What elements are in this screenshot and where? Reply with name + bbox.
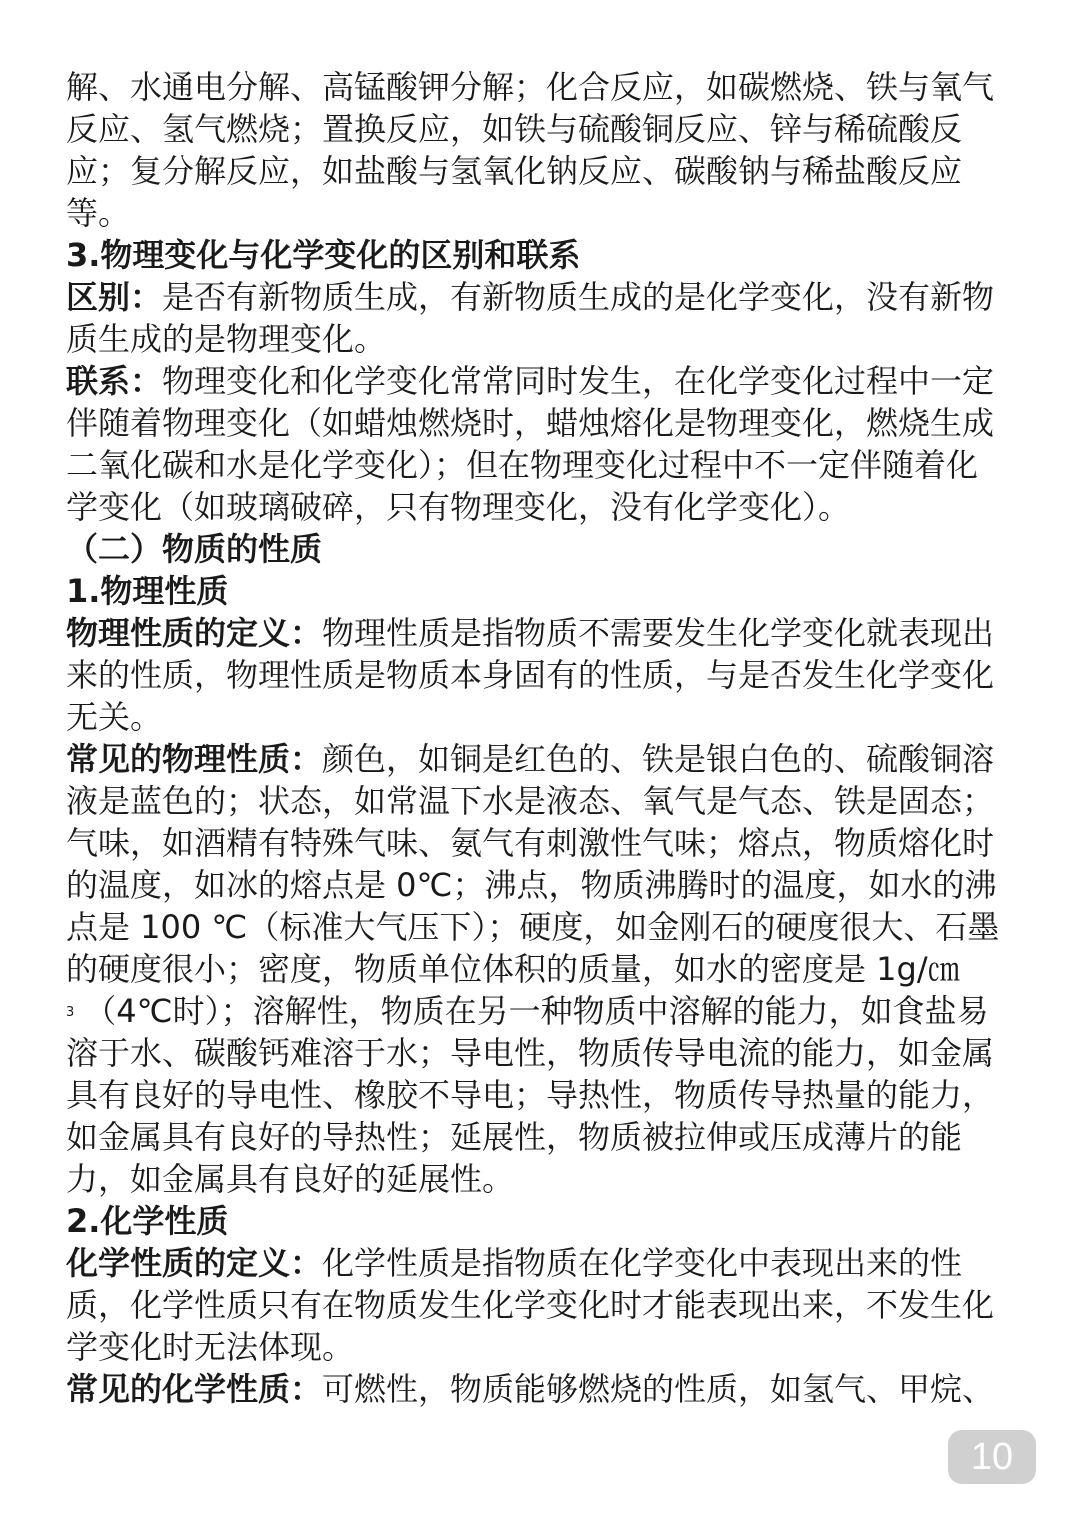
physical-definition-label: 物理性质的定义： xyxy=(66,614,323,652)
text-line: 学变化（如玻璃破碎，只有物理变化，没有化学变化）。 xyxy=(66,488,851,526)
common-chemical-paragraph xyxy=(66,1368,1016,1410)
text-line: 气味，如酒精有特殊气味、氨气有刺激性气味；熔点，物质熔化时 xyxy=(66,824,995,862)
difference-label: 区别： xyxy=(66,278,163,316)
text-line: 解、水通电分解、高锰酸钾分解；化合反应，如碳燃烧、铁与氧气 xyxy=(66,68,995,106)
section-heading-properties: （二）物质的性质 xyxy=(66,530,323,568)
text-line: 具有良好的导电性、橡胶不导电；导热性，物质传导热量的能力， xyxy=(66,1076,995,1114)
text-line: 学变化时无法体现。 xyxy=(66,1328,355,1366)
text-line: 点是 100 ℃（标准大气压下）；硬度，如金刚石的硬度很大、石墨 xyxy=(66,908,1000,946)
document-body xyxy=(66,66,1016,1410)
common-physical-label: 常见的物理性质： xyxy=(66,740,323,778)
text-line: 质生成的是物理变化。 xyxy=(66,320,387,358)
text-line-content: （4℃时）；溶解性，物质在另一种物质中溶解的能力，如食盐易 xyxy=(84,992,989,1030)
text-line: 应；复分解反应，如盐酸与氢氧化钠反应、碳酸钠与稀盐酸反应 xyxy=(66,152,963,190)
difference-text: 是否有新物质生成，有新物质生成的是化学变化，没有新物 xyxy=(162,278,995,316)
relation-text: 物理变化和化学变化常常同时发生，在化学变化过程中一定 xyxy=(162,362,995,400)
text-line: 的温度，如冰的熔点是 0℃；沸点，物质沸腾时的温度，如水的沸 xyxy=(66,866,997,904)
common-chemical-label: 常见的化学性质： xyxy=(66,1370,323,1408)
relation-paragraph xyxy=(66,360,1016,402)
text-line: 等。 xyxy=(66,194,131,232)
text-line: 二氧化碳和水是化学变化）；但在物理变化过程中不一定伴随着化 xyxy=(66,446,979,484)
chemical-definition-text: 化学性质是指物质在化学变化中表现出来的性 xyxy=(322,1244,963,1282)
text-line: 无关。 xyxy=(66,698,163,736)
physical-definition-paragraph xyxy=(66,612,1016,654)
section-heading-change-relation: 3.物理变化与化学变化的区别和联系 xyxy=(66,236,581,274)
common-physical-text: 颜色，如铜是红色的、铁是银白色的、硫酸铜溶 xyxy=(322,740,995,778)
physical-definition-text: 物理性质是指物质不需要发生化学变化就表现出 xyxy=(322,614,995,652)
text-line: 如金属具有良好的导热性；延展性，物质被拉伸或压成薄片的能 xyxy=(66,1118,963,1156)
text-line xyxy=(66,990,1016,1032)
text-line: 液是蓝色的；状态，如常温下水是液态、氧气是气态、铁是固态； xyxy=(66,782,995,820)
text-line: 伴随着物理变化（如蜡烛燃烧时，蜡烛熔化是物理变化，燃烧生成 xyxy=(66,404,995,442)
page-number-badge: 10 xyxy=(948,1430,1036,1484)
text-line: 反应、氢气燃烧；置换反应，如铁与硫酸铜反应、锌与稀硫酸反 xyxy=(66,110,963,148)
text-line: 来的性质，物理性质是物质本身固有的性质，与是否发生化学变化 xyxy=(66,656,995,694)
common-physical-paragraph xyxy=(66,738,1016,780)
text-line: 溶于水、碳酸钙难溶于水；导电性，物质传导电流的能力，如金属 xyxy=(66,1034,995,1072)
text-line: 质，化学性质只有在物质发生化学变化时才能表现出来，不发生化 xyxy=(66,1286,995,1324)
relation-label: 联系： xyxy=(66,362,163,400)
chemical-definition-paragraph xyxy=(66,1242,1016,1284)
common-chemical-text: 可燃性，物质能够燃烧的性质，如氢气、甲烷、 xyxy=(322,1370,995,1408)
text-line: 的硬度很小；密度，物质单位体积的质量，如水的密度是 1g/㎝ xyxy=(66,950,960,988)
section-heading-chemical: 2.化学性质 xyxy=(66,1202,229,1240)
difference-paragraph xyxy=(66,276,1016,318)
text-line: 力，如金属具有良好的延展性。 xyxy=(66,1160,515,1198)
chemical-definition-label: 化学性质的定义： xyxy=(66,1244,323,1282)
section-heading-physical: 1.物理性质 xyxy=(66,572,229,610)
superscript-three: 3 xyxy=(66,1005,75,1020)
